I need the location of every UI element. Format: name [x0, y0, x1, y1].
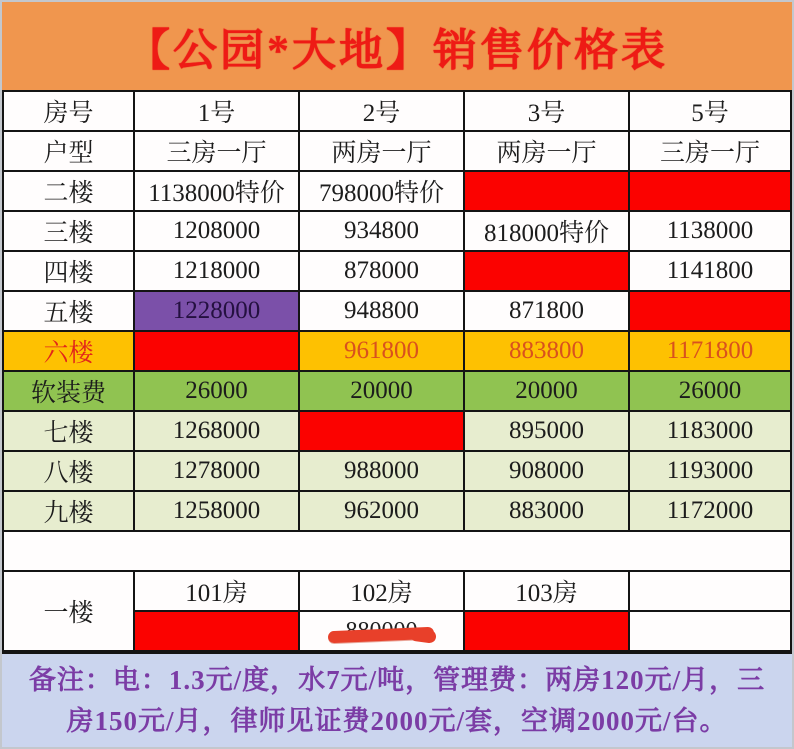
cell-floor8-no2: 988000 — [299, 451, 464, 491]
cell-floor6-no5: 1171800 — [629, 331, 791, 371]
col-header-no2: 2号 — [299, 91, 464, 131]
cell-ground-no5-empty — [629, 611, 791, 651]
cell-floor2-no1: 1138000特价 — [134, 171, 299, 211]
cell-floor6-no1-sold — [134, 331, 299, 371]
cell-softfit-no1: 26000 — [134, 371, 299, 411]
ground-room-empty — [629, 571, 791, 611]
cell-floor9-no2: 962000 — [299, 491, 464, 531]
row-floor9 — [3, 491, 791, 531]
remarks-line2: 房150元/月，律师见证费2000元/套，空调2000元/台。 — [66, 705, 728, 736]
cell-ground-101-sold — [134, 611, 299, 651]
floor7-label: 七楼 — [3, 411, 134, 451]
cell-floor5-no1-reserved: 1228000 — [134, 291, 299, 331]
row-softfit-fee — [3, 371, 791, 411]
crossed-price — [340, 618, 424, 645]
price-table — [2, 90, 792, 652]
cell-floor7-no2-sold — [299, 411, 464, 451]
row-floor6 — [3, 331, 791, 371]
cell-floor8-no1: 1278000 — [134, 451, 299, 491]
header-row — [3, 91, 791, 131]
floor6-label: 六楼 — [3, 331, 134, 371]
remarks-line1: 备注：电：1.3元/度，水7元/吨，管理费：两房120元/月，三 — [28, 665, 766, 695]
unit-type-row — [3, 131, 791, 171]
cell-softfit-no3: 20000 — [464, 371, 629, 411]
row-floor2 — [3, 171, 791, 211]
cell-floor9-no3: 883000 — [464, 491, 629, 531]
row-floor4 — [3, 251, 791, 291]
cell-floor2-no5-sold — [629, 171, 791, 211]
cell-floor6-no2: 961800 — [299, 331, 464, 371]
ground-floor-label: 一楼 — [3, 571, 134, 651]
ground-room-103: 103房 — [464, 571, 629, 611]
cell-floor4-no2: 878000 — [299, 251, 464, 291]
cell-softfit-no5: 26000 — [629, 371, 791, 411]
floor2-label: 二楼 — [3, 171, 134, 211]
spacer-row — [3, 531, 791, 571]
cell-floor5-no3: 871800 — [464, 291, 629, 331]
row-ground-headers — [3, 571, 791, 611]
cell-floor3-no1: 1208000 — [134, 211, 299, 251]
cell-softfit-no2: 20000 — [299, 371, 464, 411]
cell-floor7-no3: 895000 — [464, 411, 629, 451]
unit-no3: 两房一厅 — [464, 131, 629, 171]
unit-no5: 三房一厅 — [629, 131, 791, 171]
floor5-label: 五楼 — [3, 291, 134, 331]
spacer-cell — [3, 531, 791, 571]
cell-floor9-no1: 1258000 — [134, 491, 299, 531]
cell-floor4-no3-sold — [464, 251, 629, 291]
cell-floor4-no1: 1218000 — [134, 251, 299, 291]
cell-floor2-no2: 798000特价 — [299, 171, 464, 211]
col-header-no1: 1号 — [134, 91, 299, 131]
row-floor7 — [3, 411, 791, 451]
unit-no1: 三房一厅 — [134, 131, 299, 171]
cell-floor8-no3: 908000 — [464, 451, 629, 491]
cell-floor3-no3: 818000特价 — [464, 211, 629, 251]
col-header-no3: 3号 — [464, 91, 629, 131]
cell-ground-102-crossed — [299, 611, 464, 651]
softfit-label: 软装费 — [3, 371, 134, 411]
col-header-no5: 5号 — [629, 91, 791, 131]
cell-floor8-no5: 1193000 — [629, 451, 791, 491]
row-floor8 — [3, 451, 791, 491]
cell-floor4-no5: 1141800 — [629, 251, 791, 291]
cell-floor6-no3: 883800 — [464, 331, 629, 371]
row-floor5 — [3, 291, 791, 331]
remarks-footer — [2, 652, 792, 747]
cell-floor2-no3-sold — [464, 171, 629, 211]
floor4-label: 四楼 — [3, 251, 134, 291]
cell-floor7-no1: 1268000 — [134, 411, 299, 451]
ground-room-101: 101房 — [134, 571, 299, 611]
title-banner — [2, 2, 792, 90]
unit-no2: 两房一厅 — [299, 131, 464, 171]
row-floor3 — [3, 211, 791, 251]
ground-room-102: 102房 — [299, 571, 464, 611]
cell-floor3-no2: 934800 — [299, 211, 464, 251]
page-title: 【公园*大地】销售价格表 — [126, 26, 668, 75]
floor9-label: 九楼 — [3, 491, 134, 531]
cell-floor5-no5-sold — [629, 291, 791, 331]
cell-floor9-no5: 1172000 — [629, 491, 791, 531]
unit-row-label: 户型 — [3, 131, 134, 171]
cell-floor5-no2: 948800 — [299, 291, 464, 331]
floor3-label: 三楼 — [3, 211, 134, 251]
cell-floor7-no5: 1183000 — [629, 411, 791, 451]
floor8-label: 八楼 — [3, 451, 134, 491]
col-header-room: 房号 — [3, 91, 134, 131]
cell-ground-103-sold — [464, 611, 629, 651]
cell-floor3-no5: 1138000 — [629, 211, 791, 251]
